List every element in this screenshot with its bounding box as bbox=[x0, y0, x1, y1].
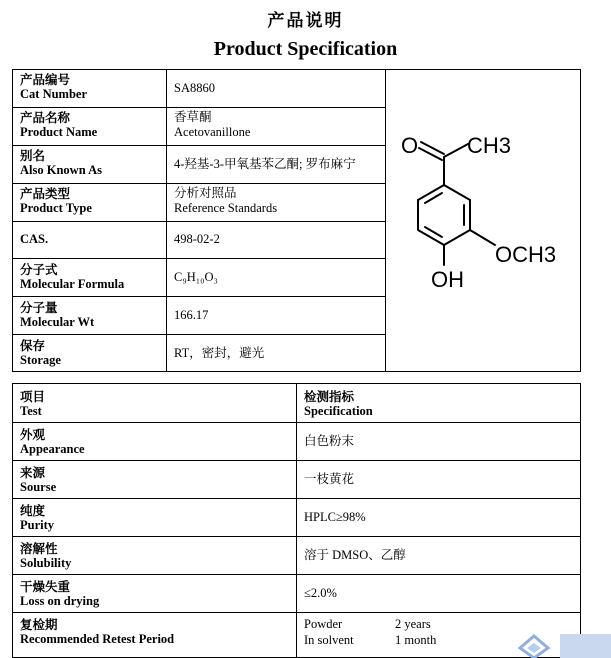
corner-logo-icon bbox=[514, 634, 554, 658]
info-row-aliases bbox=[20, 148, 102, 178]
row-divider bbox=[12, 145, 386, 146]
table-border-bottom bbox=[12, 371, 581, 372]
label-english: Molecular Formula bbox=[20, 277, 125, 291]
cat-number-value: SA8860 bbox=[174, 81, 215, 95]
source-value: 一枝黄花 bbox=[304, 472, 355, 486]
spec-row-loss-on-drying bbox=[20, 579, 99, 609]
chemical-structure bbox=[395, 115, 570, 310]
label-english: Cat Number bbox=[20, 87, 88, 101]
retest-period-solvent: 1 month bbox=[395, 633, 437, 647]
product-name-value bbox=[174, 110, 250, 140]
molecular-formula-value: C₉H₁₀O₃ bbox=[174, 270, 218, 284]
storage-value: RT，密封，避光 bbox=[174, 346, 265, 360]
info-row-molecular-formula bbox=[20, 262, 124, 292]
label-chinese: 产品类型 bbox=[20, 186, 71, 201]
row-divider bbox=[12, 536, 581, 537]
label-chinese: 检测指标 bbox=[304, 389, 355, 404]
spec-row-retest-period bbox=[20, 617, 174, 647]
info-row-product-name bbox=[20, 110, 97, 140]
label-chinese: 分子量 bbox=[20, 300, 58, 315]
label-chinese: 来源 bbox=[20, 465, 46, 480]
table-border-top bbox=[12, 69, 581, 70]
label-english: Loss on drying bbox=[20, 594, 100, 608]
row-divider bbox=[12, 107, 386, 108]
product-name-english: Acetovanillone bbox=[174, 125, 251, 139]
product-name-chinese: 香草酮 bbox=[174, 110, 212, 124]
row-divider bbox=[12, 183, 386, 184]
info-row-product-type bbox=[20, 186, 92, 216]
label-english: Product Name bbox=[20, 125, 98, 139]
retest-form-solvent: In solvent bbox=[304, 633, 354, 647]
label-english: Solubility bbox=[20, 556, 72, 570]
hydroxy-group-label: OH bbox=[431, 267, 464, 292]
spec-row-source bbox=[20, 465, 56, 495]
row-divider bbox=[12, 422, 581, 423]
loss-on-drying-value: ≤2.0% bbox=[304, 586, 337, 600]
cas-label: CAS. bbox=[20, 232, 49, 246]
methoxy-group-label: OCH3 bbox=[495, 242, 557, 267]
label-english: Product Type bbox=[20, 201, 92, 215]
row-divider bbox=[12, 574, 581, 575]
corner-decoration bbox=[560, 634, 611, 658]
solubility-value: 溶于 DMSO、乙醇 bbox=[304, 548, 406, 562]
label-chinese: 别名 bbox=[20, 148, 46, 163]
product-type-chinese: 分析对照品 bbox=[174, 186, 237, 200]
spec-row-solubility bbox=[20, 541, 71, 571]
row-divider bbox=[12, 221, 386, 222]
row-divider bbox=[12, 498, 581, 499]
column-divider bbox=[296, 383, 297, 658]
molecular-weight-value: 166.17 bbox=[174, 308, 209, 322]
retest-form-powder: Powder bbox=[304, 617, 343, 631]
info-row-cat-number bbox=[20, 72, 87, 102]
label-chinese: 分子式 bbox=[20, 262, 58, 277]
table-border-right bbox=[580, 383, 581, 658]
label-chinese: 产品编号 bbox=[20, 72, 71, 87]
row-divider bbox=[12, 296, 386, 297]
label-english: Also Known As bbox=[20, 163, 102, 177]
spec-row-purity bbox=[20, 503, 54, 533]
appearance-value: 白色粉末 bbox=[304, 434, 355, 448]
label-english: Test bbox=[20, 404, 42, 418]
label-english: Specification bbox=[304, 404, 373, 418]
spec-row-appearance bbox=[20, 427, 85, 457]
label-chinese: 外观 bbox=[20, 427, 46, 442]
specification-column-header bbox=[304, 389, 373, 419]
label-chinese: 复检期 bbox=[20, 617, 58, 632]
document-title: Product Specification bbox=[213, 38, 398, 60]
label-chinese: 产品名称 bbox=[20, 110, 71, 125]
label-chinese: 项目 bbox=[20, 389, 46, 404]
info-row-storage bbox=[20, 338, 61, 368]
oxygen-atom-label: O bbox=[401, 133, 419, 158]
row-divider bbox=[12, 460, 581, 461]
document-title-chinese: 产品说明 bbox=[267, 11, 344, 31]
cas-value: 498-02-2 bbox=[174, 232, 220, 246]
product-type-english: Reference Standards bbox=[174, 201, 278, 215]
row-divider bbox=[12, 612, 581, 613]
aliases-value: 4-羟基-3-甲氧基苯乙酮; 罗布麻宁 bbox=[174, 157, 356, 171]
label-english: Molecular Wt bbox=[20, 315, 95, 329]
product-type-value bbox=[174, 186, 277, 216]
label-chinese: 保存 bbox=[20, 338, 46, 353]
label-english: Recommended Retest Period bbox=[20, 632, 175, 646]
label-english: Appearance bbox=[20, 442, 85, 456]
purity-value: HPLC≥98% bbox=[304, 510, 366, 524]
test-column-header bbox=[20, 389, 45, 419]
methyl-group-label: CH3 bbox=[467, 133, 512, 158]
label-chinese: 纯度 bbox=[20, 503, 46, 518]
label-chinese: 溶解性 bbox=[20, 541, 58, 556]
label-english: Sourse bbox=[20, 480, 57, 494]
retest-period-powder: 2 years bbox=[395, 617, 431, 631]
info-row-molecular-weight bbox=[20, 300, 94, 330]
table-border-right bbox=[580, 69, 581, 372]
label-chinese: 干燥失重 bbox=[20, 579, 71, 594]
label-english: Purity bbox=[20, 518, 55, 532]
row-divider bbox=[12, 334, 386, 335]
table-border-left bbox=[12, 383, 13, 658]
row-divider bbox=[12, 258, 386, 259]
label-english: Storage bbox=[20, 353, 61, 367]
